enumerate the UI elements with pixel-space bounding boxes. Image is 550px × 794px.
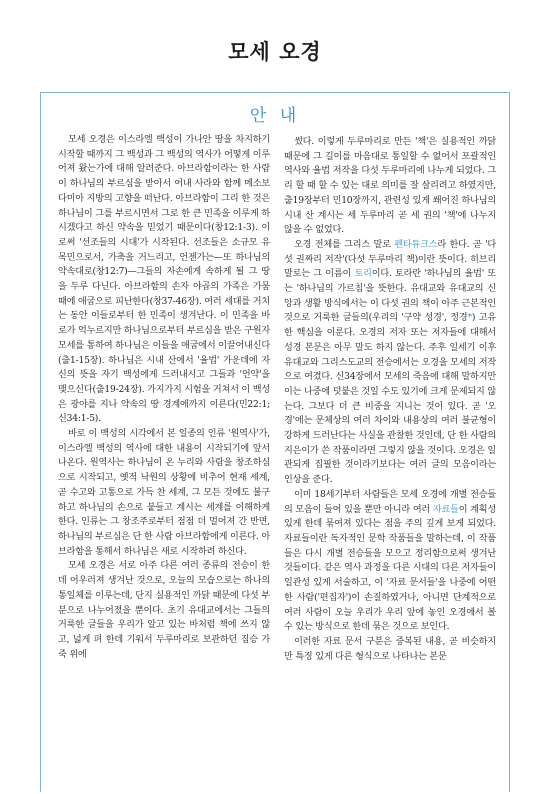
- paragraph-text: 썼다. 이렇게 두루마리로 만든 '책'은 실용적인 까닭 때문에 그 길이를 마음대로 통일할 수 없어서 포괄적인 역사와 율법 저작을 다섯 두루마리에 나누게 되었다. 그리 할 때 할 수 있는 대로 의미를 잘 살리려고 하였지만, 출19장부터 민10장까지, 관련성 있게 쐐어진 하나님의 시내 산 계시는 세 두루마리 곧 세 권의 '책'에 나누지 않을 수 없었다.: [284, 137, 496, 236]
- paragraph-text: ) 고유한 핵심을 이룬다. 오경의 저자 또는 저자들에 대해서 성경 본문은 아무 말도 하지 않는다. 주후 일세기 이후 유대교와 그리스도교의 전승에서는 오경을 모세의 저작으로 여겼다. 신34장에서 모세의 죽음에 대해 말하지만 이는 나중에 덧붙은 것일 수도 있기에 크게 문제되지 않는다. 그보다 더 큰 비중을 지니는 것이 있다. 곧 '오경'에는 문체상의 여러 차이와 내용상의 여러 불균형이 강하게 드러난다는 사실을 관찰한 것인데, 단 한 사람의 지은이가 쓴 작품이라면 그렇지 않을 것이다. 오경은 일관되게 집필한 것이라기보다는 여러 글의 모음이라는 인상을 준다.: [284, 313, 496, 486]
- page-title: 모세 오경: [228, 40, 322, 64]
- paragraph-text: 이미 18세기부터 사람들은 모세 오경에 개별 전승들의 모음이 들어 있을 뿐만 아니라 여러: [284, 489, 496, 515]
- left-column: [58, 133, 270, 662]
- highlighted-term: 토리: [354, 269, 372, 280]
- paragraph-text: 오경 전체를 그리스 말로: [294, 239, 395, 250]
- paragraph-text: 이러한 자료 문서 구분은 중복된 내용, 곧 비슷하지만 특징 있게 다른 형식으로 나타나는 본문: [284, 636, 496, 662]
- paragraph-text: 이 계획성 있게 한데 묶여져 있다는 점을 주의 깊게 보게 되었다. 자료들이란 독자적인 문학 작품들을 말하는데, 이 작품들은 다시 개별 전승들을 모으고 정리함으로써 생겨난 것들이다. 같은 역사 과정을 다른 시대의 다른 저자들이 일관성 있게 서술하고, 이 '자료 문서들'을 나중에 어떤 한 사람('편집자')이 손질하였거나, 아니면 단계적으로 여러 사람이 오늘 우리가 우리 앞에 놓인 오경에서 볼 수 있는 방식으로 한데 묶은 것으로 보인다.: [284, 504, 496, 633]
- paragraph: [284, 488, 496, 635]
- highlighted-term: 자료들: [432, 504, 459, 515]
- paragraph-text: 라 한다. 곧 '다섯 권짜리 저작'(다섯 두루마리 책)이란 뜻이다. 히브리 말로는 그 이름이: [284, 239, 496, 280]
- paragraph: [58, 427, 270, 559]
- right-column: [284, 135, 496, 664]
- paragraph-text: 이다. 토라란 '하나님의 율법' 또는 '하나님의 가르침'을 뜻한다. 유대교와 유대교의 신앙과 생활 방식에서는 이 다섯 권의 책이 아주 근본적인 것으로 거룩한 글들의(우리의 '구약 성경', 정경: [284, 269, 497, 324]
- highlighted-term: *: [467, 313, 472, 324]
- paragraph: [284, 635, 496, 664]
- box-title: 안 내: [249, 106, 301, 126]
- paragraph: [284, 238, 496, 488]
- paragraph: [58, 559, 270, 662]
- paragraph: [284, 135, 496, 238]
- paragraph-text: 모세 오경은 이스라엘 백성이 가나안 땅을 차지하기 시작할 때까지 그 백성과 그 백성의 역사가 어떻게 이루어져 왔는가에 대해 알려준다. 아브라함이라는 한 사람이 하나님의 부르심을 받아서 어내 사라와 함께 메소보다미아 지방의 고향을 떠난다. 아브라함이 그리 한 것은 하나님이 그를 부르시면서 그로 한 큰 민족을 이루게 하시겠다고 하신 약속을 믿었기 때문이다(창12:1-3). 이로써 '선조들의 시대'가 시작된다. 선조들은 소규모 유목민으로서, 가축을 거느리고, 언젠가는—또 하나님의 약속대로(창12:7)—그들의 자손에게 속하게 될 그 땅을 두루 다닌다. 아브라함의 손자 야곱의 가족은 가뭄 때에 애굽으로 피난한다(창37-46장). 여러 세대를 거치는 동안 이들로부터 한 민족이 생겨난다. 이 민족을 바로가 억누르지만 하나님으로부터 부르심을 받은 구원자 모세를 통하여 하나님은 이들을 애굽에서 이끌어내신다(출1-15장). 하나님은 시내 산에서 '율법' 가운데에 자신의 뜻을 자기 백성에게 드러내시고 그들과 '언약'을 맺으신다(출19-24장). 가지가지 시험을 거쳐서 이 백성은 광야를 지나 약속의 땅 경계에까지 이른다(민22:1; 신34:1-5).: [58, 135, 270, 425]
- paragraph-text: 모세 오경은 서로 아주 다른 여러 종류의 전승이 한데 어우러져 생겨난 것으로, 오늘의 모습으로는 하나의 통일체를 이루는데, 단지 실용적인 까닭 때문에 다섯 부분으로 나누어졌을 뿐이다. 초기 유대교에서는 그들의 거룩한 글들을 우리가 알고 있는 바처럼 책에 쓰지 않고, 넓게 펴 한데 기워서 두루마리로 보관하던 짐승 가죽 위에: [58, 561, 270, 660]
- guide-box: [40, 92, 510, 792]
- paragraph: [58, 133, 270, 427]
- paragraph-text: 바로 이 백성의 시각에서 본 일종의 인류 '원역사'가, 이스라엘 백성의 역사에 대한 내용이 시작되기에 앞서 나온다. 원역사는 하나님이 온 누리와 사람을 창조하심으로 시작되고, 옛적 낙원의 상황에 비추어 현재 세계, 곧 수고와 고통으로 가득 찬 세계, 그 모든 것에도 불구하고 하나님의 손으로 붙들고 계시는 세계를 이해하게 한다. 인류는 그 창조주로부터 점점 더 멀어져 간 반면, 하나님의 부르심은 단 한 사람 아브라함에게 이른다. 아브라함을 통해서 하나님은 새로 시작하려 하신다.: [58, 429, 270, 557]
- highlighted-term: 펜타튜크스: [394, 239, 438, 250]
